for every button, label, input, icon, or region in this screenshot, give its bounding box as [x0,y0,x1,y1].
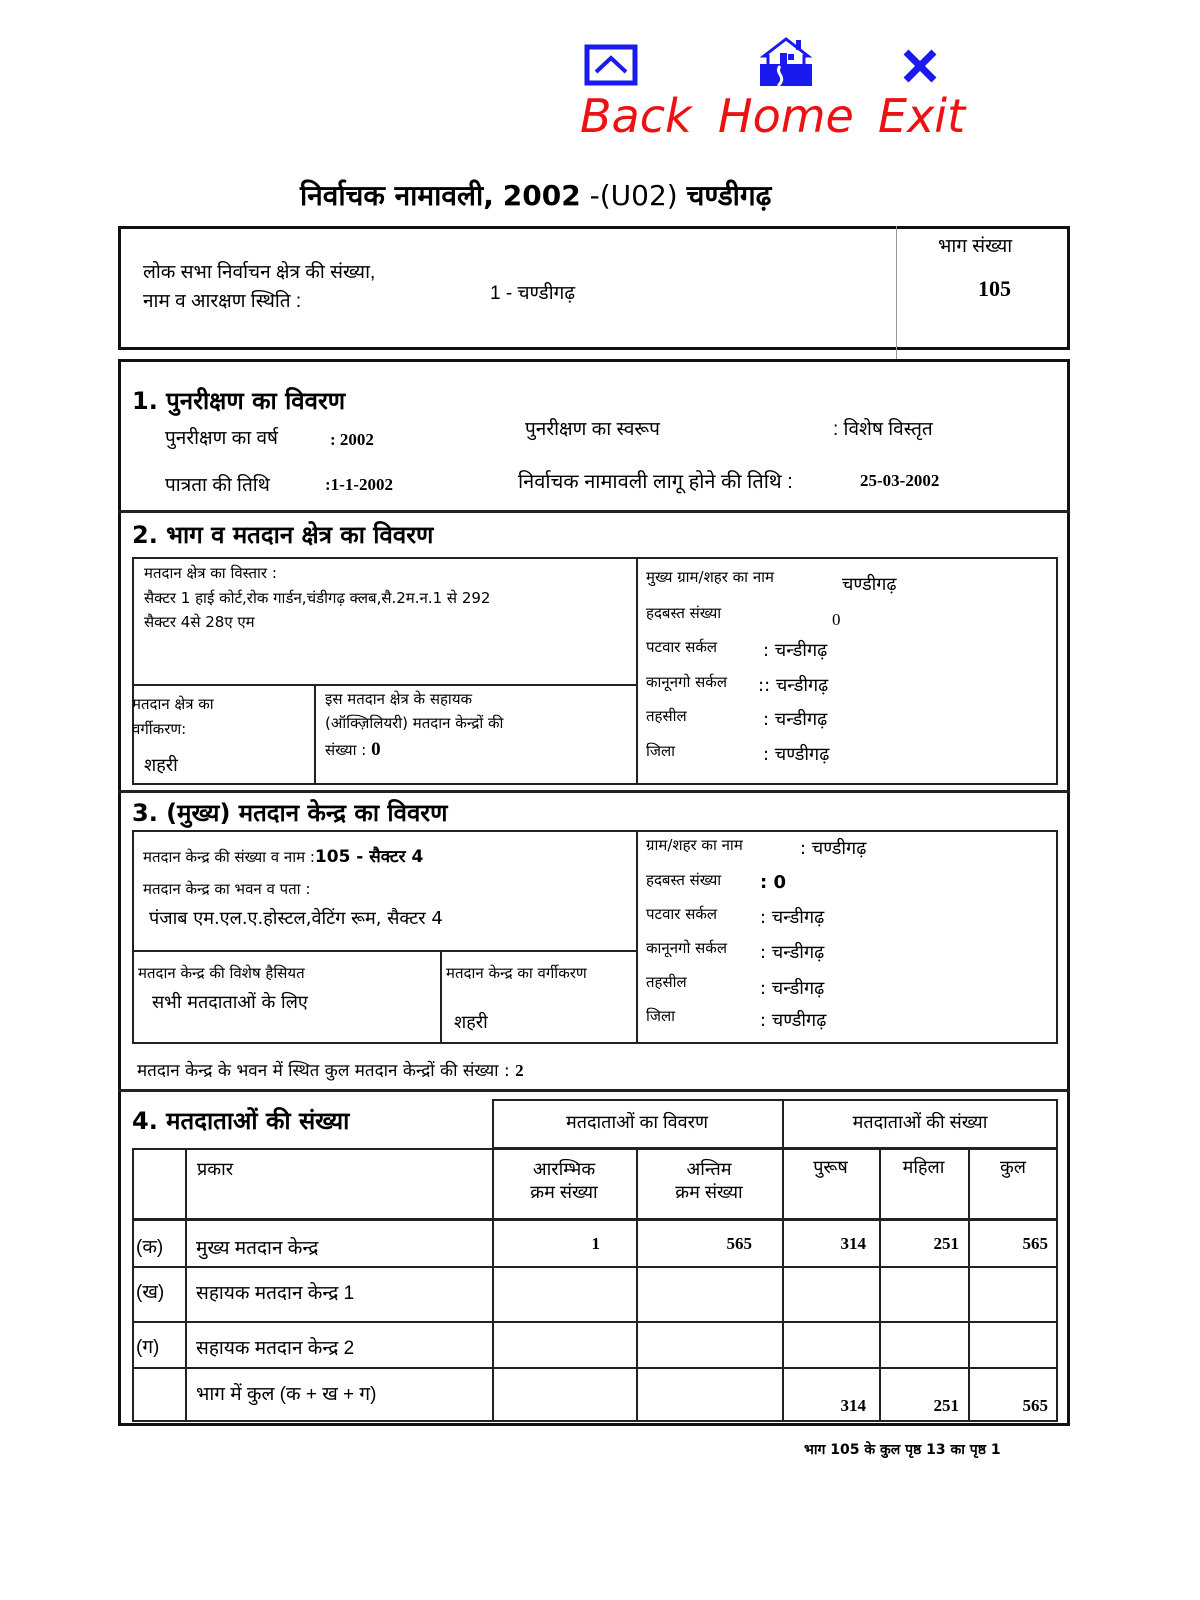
title-prefix: निर्वाचक नामावली, [300,179,494,212]
divider [132,1266,1058,1268]
divider [132,684,638,686]
hadbast-label: हदबस्त संख्या [646,604,722,622]
aux-label-1: इस मतदान क्षेत्र के सहायक [325,690,473,708]
part-number-value: 105 [978,276,1011,301]
exit-label: Exit [878,89,966,143]
eligibility-date-value: :1-1-2002 [325,475,393,494]
building-value: पंजाब एम.एल.ए.होस्टल,वेटिंग रूम, सैक्टर 4 [149,908,443,929]
divider [132,1218,1058,1221]
divider [118,790,1070,793]
effective-date-value: 25-03-2002 [860,471,940,490]
extent-line-2: सैक्टर 4से 28ए एम [144,613,255,631]
constituency-value: 1 - चण्डीगढ़ [490,283,576,304]
section1-title: 1. पुनरीक्षण का विवरण [132,387,346,415]
divider [118,510,1070,513]
district-label: जिला [646,742,676,760]
divider [636,830,638,1044]
extent-line-1: सैक्टर 1 हाई कोर्ट,रोक गार्डन,चंडीगढ़ क्लब,सै.2म.न.1 से 292 [144,589,491,607]
kanungo-label: कानूनगो सर्कल [646,939,727,957]
divider [636,557,638,785]
village-value: : चण्डीगढ़ [800,838,867,859]
row-key: (ख) [136,1282,165,1303]
constituency-label-2: नाम व आरक्षण स्थिति : [143,291,302,312]
total-ps-value: 2 [515,1061,524,1080]
page-info: भाग 105 के कुल पृष्ठ 13 का पृष्ठ 1 [804,1442,1001,1458]
tehsil-label: तहसील [646,707,687,725]
building-label: मतदान केन्द्र का भवन व पता : [143,880,311,898]
patwar-label: पटवार सर्कल [646,905,718,923]
constituency-label-1: लोक सभा निर्वाचन क्षेत्र की संख्या, [143,262,376,283]
area-class-label-2: वर्गीकरण: [132,720,187,738]
aux-value: 0 [371,739,381,760]
aux-label-3: संख्या : [325,741,367,759]
hadbast-value: 0 [832,610,841,629]
revision-nature-value: : विशेष विस्तृत [833,419,933,440]
ps-class-label: मतदान केन्द्र का वर्गीकरण [446,964,587,982]
row-female: 251 [933,1234,959,1253]
group-counts-header: मतदाताओं की संख्या [852,1112,988,1132]
ps-label-text: मतदान केन्द्र की संख्या व नाम : [143,848,315,866]
kanungo-value: :: चन्डीगढ़ [758,675,829,696]
kanungo-value: : चन्डीगढ़ [760,942,825,963]
house-icon [758,36,814,88]
tehsil-value: : चन्डीगढ़ [763,709,828,730]
row-male: 314 [840,1396,866,1415]
divider [314,684,316,784]
divider [118,1089,1070,1092]
row-start: 1 [591,1234,600,1253]
back-label: Back [580,89,692,143]
row-type: सहायक मतदान केन्द्र 1 [196,1283,355,1304]
row-key: (क) [136,1237,164,1258]
part-number-label: भाग संख्या [938,236,1013,257]
row-total: 565 [1022,1234,1048,1253]
tehsil-label: तहसील [646,973,687,991]
patwar-value: : चन्डीगढ़ [763,640,828,661]
main-village-label: मुख्य ग्राम/शहर का नाम [646,568,775,586]
close-x-icon [900,46,940,86]
home-button[interactable] [718,36,878,146]
section3-title: 3. (मुख्य) मतदान केन्द्र का विवरण [132,799,448,827]
extent-label: मतदान क्षेत्र का विस्तार : [144,564,277,582]
divider [132,1367,1058,1369]
district-label: जिला [646,1007,676,1025]
document-title [300,176,771,214]
special-status-label: मतदान केन्द्र की विशेष हैसियत [138,964,305,982]
divider [879,1148,881,1422]
revision-year-label: पुनरीक्षण का वर्ष [165,428,279,449]
divider [782,1148,784,1422]
tehsil-value: : चन्डीगढ़ [760,978,825,999]
divider [968,1148,970,1422]
col-male: पुरूष [813,1157,848,1177]
title-place: चण्डीगढ़ [686,179,772,212]
ps-value: 105 - सैक्टर 4 [314,847,424,867]
home-label: Home [718,89,854,143]
back-button[interactable] [580,44,720,144]
divider [896,226,897,362]
col-end-2: क्रम संख्या [675,1182,743,1202]
divider [132,1321,1058,1323]
total-ps-in-building [137,1058,524,1081]
polling-station-label [143,844,423,867]
divider [185,1148,187,1422]
col-female: महिला [902,1157,945,1177]
kanungo-label: कानूनगो सर्कल [646,673,727,691]
row-type: मुख्य मतदान केन्द्र [196,1238,319,1259]
effective-date-label: निर्वाचक नामावली लागू होने की तिथि : [518,471,793,493]
hadbast-label: हदबस्त संख्या [646,871,722,889]
main-village-value: चण्डीगढ़ [842,574,897,595]
row-key: (ग) [136,1337,160,1358]
district-value: : चण्डीगढ़ [763,744,830,765]
ps-class-value: शहरी [454,1012,488,1033]
revision-nature-label: पुनरीक्षण का स्वरूप [525,419,660,440]
row-type: भाग में कुल (क + ख + ग) [196,1384,377,1405]
col-end-1: अन्तिम [686,1159,732,1179]
up-arrow-box-icon [584,44,638,86]
row-end: 565 [726,1234,752,1253]
patwar-value: : चन्डीगढ़ [760,907,825,928]
exit-button[interactable] [878,44,978,144]
district-value: : चण्डीगढ़ [760,1010,827,1031]
patwar-label: पटवार सर्कल [646,638,718,656]
area-class-label-1: मतदान क्षेत्र का [132,695,214,713]
col-start-1: आरम्भिक [532,1159,596,1179]
revision-year-value: : 2002 [330,430,374,449]
aux-count [325,739,381,761]
hadbast-value: : 0 [760,872,786,893]
village-label: ग्राम/शहर का नाम [646,836,743,854]
title-year: 2002 [502,179,581,212]
section4-title: 4. मतदाताओं की संख्या [132,1107,350,1135]
title-code: -(U02) [589,179,678,212]
group-details-header: मतदाताओं का विवरण [565,1112,709,1132]
row-type: सहायक मतदान केन्द्र 2 [196,1338,355,1359]
aux-label-2: (ऑक्ज़िलियरी) मतदान केन्द्रों की [325,714,504,732]
row-female: 251 [933,1396,959,1415]
area-class-value: शहरी [144,755,178,776]
divider [132,950,638,952]
col-type: प्रकार [197,1159,234,1179]
col-start-2: क्रम संख्या [530,1182,598,1202]
total-ps-label: मतदान केन्द्र के भवन में स्थित कुल मतदान केन्द्रों की संख्या : [137,1061,510,1081]
special-status-value: सभी मतदाताओं के लिए [152,992,308,1013]
col-total: कुल [999,1157,1027,1177]
row-male: 314 [840,1234,866,1253]
row-total: 565 [1022,1396,1048,1415]
eligibility-date-label: पात्रता की तिथि [165,475,270,496]
divider [440,950,442,1044]
section2-title: 2. भाग व मतदान क्षेत्र का विवरण [132,521,434,549]
